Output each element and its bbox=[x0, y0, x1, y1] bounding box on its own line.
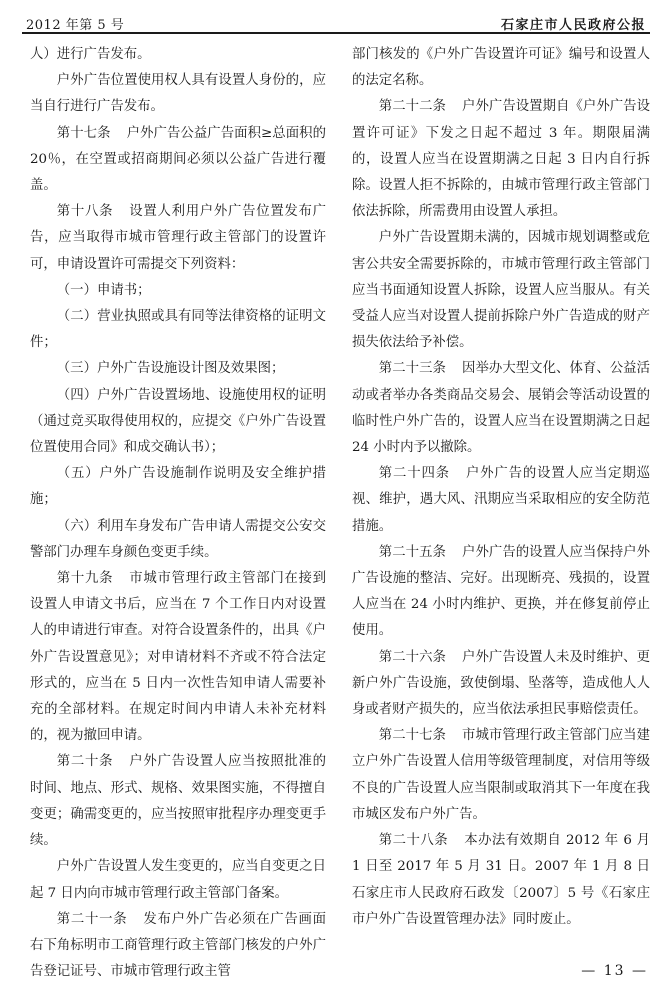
article-text: 户外广告的设置人应当定期巡视、维护，遇大风、汛期应当采取相应的安全防范措施。 bbox=[352, 466, 651, 534]
article-label: 第二十五条 bbox=[378, 544, 446, 560]
paragraph: （六）利用车身发布广告申请人需提交公安交警部门办理车身颜色变更手续。 bbox=[30, 518, 326, 560]
article-paragraph bbox=[352, 723, 650, 828]
article-label: 第十九条 bbox=[56, 571, 114, 587]
article-text: 因举办大型文化、体育、公益活动或者举办各类商品交易会、展销会等活动设置的临时性户外广告的，设置人应当在设置期满之日起 24 小时内予以撤除。 bbox=[352, 361, 651, 456]
article-label: 第二十三条 bbox=[378, 361, 446, 377]
article-text: 户外广告设置人未及时维护、更新户外广告设施，致使倒塌、坠落等，造成他人人身或者财产损失的，应当依法承担民事赔偿责任。 bbox=[352, 649, 651, 718]
article-paragraph bbox=[30, 566, 326, 749]
article-text: 户外广告公益广告面积≥总面积的 20％，在空置或招商期间必须以公益广告进行覆盖。 bbox=[30, 125, 326, 194]
article-paragraph bbox=[352, 94, 650, 225]
paragraph: （四）户外广告设置场地、设施使用权的证明（通过竞买取得使用权的，应提交《户外广告设置位置使用合同》和成交确认书）； bbox=[30, 387, 326, 456]
paragraph: 户外广告位置使用权人具有设置人身份的，应当自行进行广告发布。 bbox=[30, 73, 326, 115]
article-paragraph bbox=[30, 199, 326, 278]
article-paragraph bbox=[352, 540, 650, 645]
page-header bbox=[22, 8, 650, 34]
article-label: 第二十八条 bbox=[378, 833, 449, 849]
article-label: 第十七条 bbox=[56, 125, 111, 141]
article-paragraph bbox=[352, 461, 650, 540]
article-text: 市城市管理行政主管部门在接到设置人申请文书后，应当在 7 个工作日内对设置人的申请进行审查。对符合设置条件的，出具《户外广告设置意见》；对申请材料不齐或不符合法定形式的，应当在 5 日内一次性告知申请人需要补充的全部材料。在规定时间内申请人未补充材料的，视为撤回申请。 bbox=[30, 571, 327, 744]
article-text: 户外广告设置期自《户外广告设置许可证》下发之日起不超过 3 年。期限届满的，设置人应当在设置期满之日起 3 日内自行拆除。设置人拒不拆除的，由城市管理行政主管部门依法拆除，所需费用由设置人承担。 bbox=[352, 99, 651, 220]
right-column bbox=[352, 42, 650, 933]
article-text: 户外广告设置人应当按照批准的时间、地点、形式、规格、效果图实施，不得擅自变更；确需变更的，应当按照审批程序办理变更手续。 bbox=[30, 754, 327, 849]
article-paragraph bbox=[352, 828, 650, 933]
article-label: 第十八条 bbox=[56, 204, 114, 220]
article-label: 第二十七条 bbox=[378, 728, 446, 744]
article-text: 户外广告的设置人应当保持户外广告设施的整洁、完好。出现断亮、残损的，设置人应当在 24 小时内维护、更换，并在修复前停止使用。 bbox=[352, 544, 651, 639]
paragraph: （二）营业执照或具有同等法律资格的证明文件； bbox=[30, 309, 326, 351]
article-paragraph bbox=[352, 356, 650, 461]
article-label: 第二十条 bbox=[56, 754, 114, 770]
article-paragraph bbox=[30, 749, 326, 854]
article-text: 设置人利用户外广告位置发布广告，应当取得市城市管理行政主管部门的设置许可，申请设置许可需提交下列资料： bbox=[30, 204, 327, 272]
paragraph-continuation: 人）进行广告发布。 bbox=[30, 47, 151, 62]
paragraph: （五）户外广告设施制作说明及安全维护措施； bbox=[30, 466, 326, 508]
left-column bbox=[30, 42, 326, 985]
article-label: 第二十四条 bbox=[378, 466, 450, 482]
article-text: 市城市管理行政主管部门应当建立户外广告设置人信用等级管理制度，对信用等级不良的广告设置人应当限制或取消其下一年度在我市城区发布户外广告。 bbox=[352, 728, 651, 822]
issue-label: 2012 年第 5 号 bbox=[26, 18, 125, 33]
publication-title: 石家庄市人民政府公报 bbox=[500, 18, 646, 33]
paragraph: 户外广告设置人发生变更的，应当自变更之日起 7 日内向市城市管理行政主管部门备案。 bbox=[30, 859, 326, 901]
article-text: 发布户外广告必须在广告画面右下角标明市工商管理行政主管部门核发的户外广告登记证号、市城市管理行政主管 bbox=[30, 911, 327, 980]
paragraph: 户外广告设置期未满的，因城市规划调整或危害公共安全需要拆除的，市城市管理行政主管部门应当书面通知设置人拆除，设置人应当服从。有关受益人应当对设置人提前拆除户外广告造成的财产损失依法给予补偿。 bbox=[352, 230, 650, 351]
paragraph: （一）申请书； bbox=[56, 282, 151, 298]
article-label: 第二十二条 bbox=[378, 99, 446, 115]
article-label: 第二十一条 bbox=[56, 911, 128, 927]
article-paragraph bbox=[352, 645, 650, 724]
paragraph: （三）户外广告设施设计图及效果图； bbox=[56, 361, 285, 377]
article-label: 第二十六条 bbox=[378, 649, 446, 665]
article-paragraph bbox=[30, 907, 326, 986]
paragraph-continuation: 部门核发的《户外广告设置许可证》编号和设置人的法定名称。 bbox=[352, 47, 650, 89]
article-paragraph bbox=[30, 121, 326, 200]
page-number: — 13 — bbox=[581, 963, 648, 979]
article-text: 本办法有效期自 2012 年 6 月 1 日至 2017 年 5 月 31 日。2007 年 1 月 8 日石家庄市人民政府石政发〔2007〕5 号《石家庄市户外广告设置管理办法》同时废止。 bbox=[352, 833, 651, 927]
